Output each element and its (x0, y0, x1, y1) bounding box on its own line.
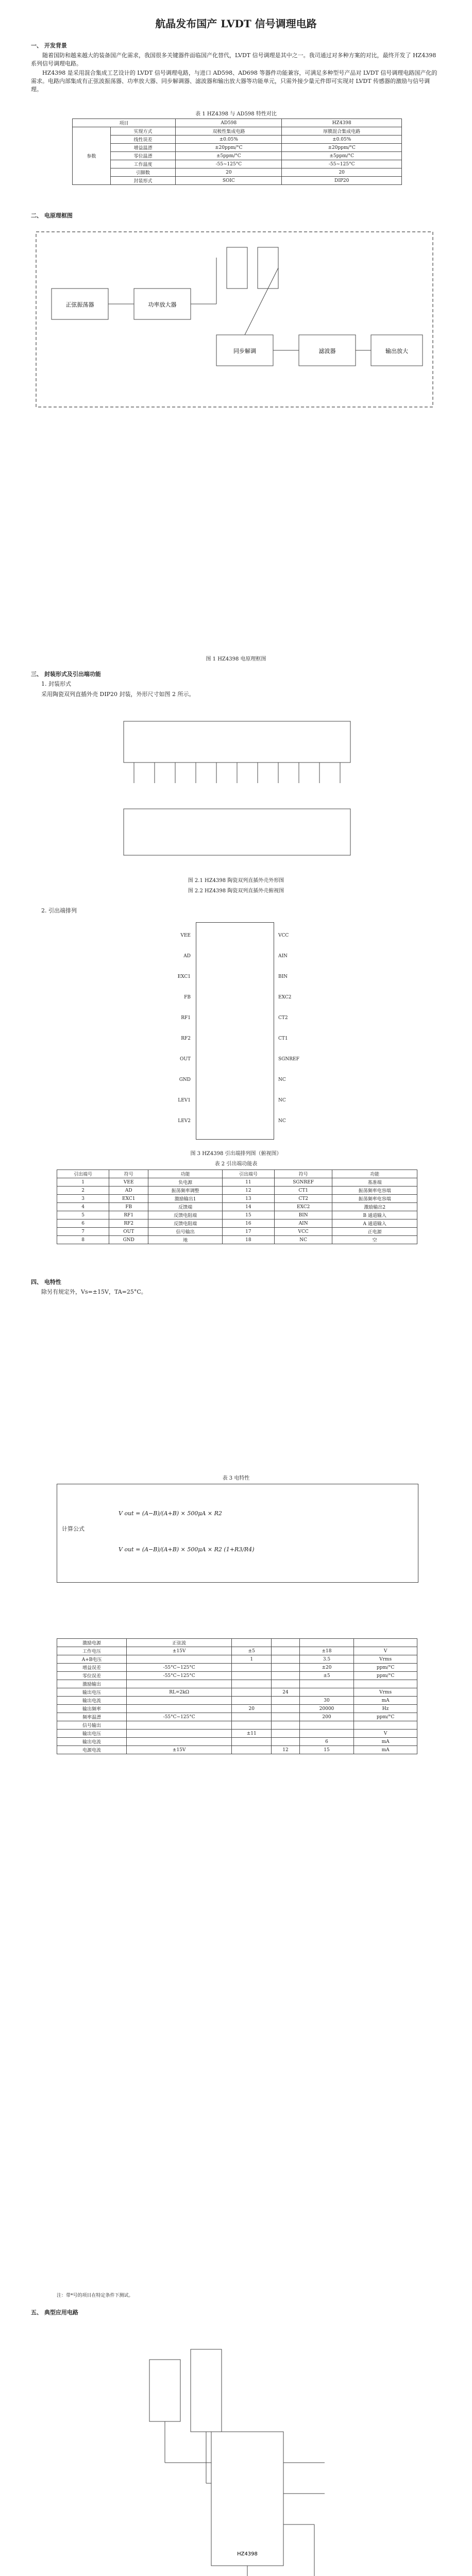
table4-cell: Vrms (354, 1655, 417, 1664)
table4-cell: mA (354, 1746, 417, 1754)
table4-cell (272, 1680, 300, 1688)
table4-cell (232, 1713, 272, 1721)
table-row (57, 1655, 417, 1664)
package-paragraph: 采用陶瓷双列直插外壳 DIP20 封装，外形尺寸如图 2 所示。 (41, 691, 195, 698)
table1-cell: -55~125°C (282, 160, 402, 168)
table4-cell: 15 (299, 1746, 353, 1754)
table4-cell: ±15V (127, 1647, 232, 1655)
table4-cell: 激励输出 (57, 1680, 127, 1688)
oscillator-label: 正弦振荡器 (65, 301, 94, 308)
table4-cell (299, 1721, 353, 1730)
table2-cell: 15 (222, 1211, 274, 1219)
table4-cell: ppm/°C (354, 1672, 417, 1680)
table4-cell (127, 1697, 232, 1705)
table2-header: 功能 (148, 1170, 222, 1178)
table1-cell: ±0.05% (282, 135, 402, 144)
table4-cell: 工作电压 (57, 1647, 127, 1655)
table2-cell: 14 (222, 1203, 274, 1211)
package-outline-figure (103, 706, 371, 871)
table2-cell: EXC2 (274, 1203, 332, 1211)
table4-cell: ppm/°C (354, 1664, 417, 1672)
package-body-side (124, 721, 350, 762)
table2-cell: 振荡频率调整 (148, 1187, 222, 1195)
table2-cell: 11 (222, 1178, 274, 1187)
table1-cell: ±5ppm/°C (282, 152, 402, 160)
table2-cell: NC (274, 1236, 332, 1244)
table2-cell: 空 (332, 1236, 417, 1244)
electrical-characteristics-table (57, 1638, 417, 1754)
table4-cell: -55°C~125°C (127, 1664, 232, 1672)
table1-cell: ±20ppm/°C (176, 144, 282, 152)
table-row (57, 1178, 417, 1187)
table-row (57, 1211, 417, 1219)
table4-cell: 电源电流 (57, 1746, 127, 1754)
table2-cell: 18 (222, 1236, 274, 1244)
table4-cell (232, 1688, 272, 1697)
table4-cell: 20 (232, 1705, 272, 1713)
section-heading-application: 五、 典型应用电路 (31, 2309, 78, 2316)
table-row (57, 1664, 417, 1672)
demodulator-label: 同步解调 (233, 348, 256, 354)
table1-header-ad598: AD598 (176, 119, 282, 127)
table1-cell: 20 (282, 168, 402, 177)
table1-cell: 双极性集成电路 (176, 127, 282, 135)
table2-cell: 5 (57, 1211, 109, 1219)
table1-cell: 实现方式 (110, 127, 176, 135)
table-row (57, 1228, 417, 1236)
table2-header: 功能 (332, 1170, 417, 1178)
table-row (57, 1236, 417, 1244)
table-row (57, 1672, 417, 1680)
table2-cell: 反馈端 (148, 1203, 222, 1211)
table2-cell: 反馈电阻端 (148, 1211, 222, 1219)
table2-cell: FB (109, 1203, 148, 1211)
table1-cell: ±5ppm/°C (176, 152, 282, 160)
table4-cell (272, 1647, 300, 1655)
table1-cell: 工作温度 (110, 160, 176, 168)
transformer-secondary (258, 247, 278, 289)
table4-cell: 20000 (299, 1705, 353, 1713)
table4-cell: 正弦波 (127, 1639, 232, 1647)
pin-right-13: NC (278, 1077, 286, 1082)
table4-cell: 激励电源 (57, 1639, 127, 1647)
page-title: 航晶发布国产 LVDT 信号调理电路 (155, 18, 317, 30)
table4-cell: -55°C~125°C (127, 1672, 232, 1680)
pin-left-6: RF2 (181, 1036, 191, 1041)
table-row (57, 1688, 417, 1697)
figure2-caption-1: 图 2.1 HZ4398 陶瓷双列直插外壳外形图 (188, 878, 284, 884)
table4-cell (299, 1730, 353, 1738)
table4-cell: mA (354, 1738, 417, 1746)
table2-cell: 激励输出1 (148, 1195, 222, 1203)
table4-cell: 零位误差 (57, 1672, 127, 1680)
table2-cell: 负电源 (148, 1178, 222, 1187)
table1-cell: -55~125°C (176, 160, 282, 168)
table4-cell (299, 1639, 353, 1647)
table4-cell: ±5 (299, 1672, 353, 1680)
formula-2: V out = (A−B)/(A+B) × 500μA × R2 (1+R3/R4) (119, 1546, 255, 1553)
application-circuit-figure (129, 2329, 345, 2576)
pin-right-12: NC (278, 1098, 286, 1103)
pin-right-19: AIN (278, 954, 288, 959)
table4-cell (232, 1697, 272, 1705)
table4-cell (127, 1721, 232, 1730)
table4-cell: 输出电压 (57, 1730, 127, 1738)
table4-cell (127, 1738, 232, 1746)
pin-left-1: VEE (180, 933, 191, 938)
table4-cell (232, 1664, 272, 1672)
table1-caption: 表 1 HZ4398 与 AD598 特性对比 (195, 111, 277, 117)
table4-cell: 30 (299, 1697, 353, 1705)
formula-table (57, 1484, 418, 1583)
table4-cell (272, 1655, 300, 1664)
block-diagram-figure (31, 227, 443, 649)
section-heading-electrical: 四、 电特性 (31, 1279, 61, 1285)
table-row (57, 1713, 417, 1721)
table4-cell (272, 1738, 300, 1746)
comparison-table (72, 118, 402, 185)
table-row (57, 1738, 417, 1746)
package-body-top (124, 809, 350, 855)
table1-cell: ±0.05% (176, 135, 282, 144)
background-paragraph-1: 随着国防和越来越大的装备国产化需求，我国很多关键器件面临国产化替代，LVDT 信号调理是其中之一。我司通过对多种方案的对比，最终开发了 HZ4398 系列信号调理电路。 (31, 52, 436, 67)
table4-cell: 输出电流 (57, 1697, 127, 1705)
table2-cell: AD (109, 1187, 148, 1195)
table2-cell: EXC1 (109, 1195, 148, 1203)
filter-label: 滤波器 (318, 348, 336, 354)
table2-cell: RF1 (109, 1211, 148, 1219)
table4-cell: RL=2kΩ (127, 1688, 232, 1697)
pin-left-4: FB (184, 995, 191, 1000)
table4-cell (299, 1680, 353, 1688)
table4-cell: 12 (272, 1746, 300, 1754)
table2-cell: 振荡频率电容端 (332, 1187, 417, 1195)
table2-cell: 13 (222, 1195, 274, 1203)
table4-note: 注：带*号的项目在特定条件下测试。 (57, 2293, 133, 2298)
transformer-primary (227, 247, 247, 289)
package-subheading: 1. 封装形式 (41, 681, 71, 687)
table4-cell (127, 1730, 232, 1738)
pin-left-3: EXC1 (177, 974, 191, 979)
formula-1: V out = (A−B)/(A+B) × 500μA × R2 (119, 1510, 222, 1517)
chip-pinout-body (196, 922, 274, 1140)
pin-left-7: OUT (180, 1057, 191, 1062)
section-heading-block-diagram: 二、 电原理框图 (31, 212, 73, 219)
table4-cell: ppm/°C (354, 1713, 417, 1721)
table4-cell (232, 1672, 272, 1680)
table4-cell (299, 1688, 353, 1697)
table-row (57, 1203, 417, 1211)
table2-cell: 3 (57, 1195, 109, 1203)
table4-cell: Vrms (354, 1688, 417, 1697)
table2-cell: VEE (109, 1178, 148, 1187)
table2-cell: CT1 (274, 1187, 332, 1195)
table1-group-label: 参数 (73, 127, 111, 185)
table2-cell: 反馈电阻端 (148, 1219, 222, 1228)
table4-cell: 200 (299, 1713, 353, 1721)
table4-cell: 3.5 (299, 1655, 353, 1664)
table2-cell: BIN (274, 1211, 332, 1219)
table4-cell (272, 1721, 300, 1730)
table4-cell: 输出电压 (57, 1688, 127, 1697)
table2-cell: RF2 (109, 1219, 148, 1228)
lvdt-secondary (191, 2349, 222, 2432)
table1-cell: 封装形式 (110, 177, 176, 185)
pin-right-20: VCC (278, 933, 289, 938)
section-heading-background: 一、 开发背景 (31, 42, 67, 49)
table4-cell (272, 1697, 300, 1705)
table3-caption: 表 3 电特性 (222, 1476, 250, 1481)
pin-left-9: LEV1 (178, 1098, 191, 1103)
table2-cell: A 通道输入 (332, 1219, 417, 1228)
background-paragraph-2: HZ4398 是采用混合集成工艺设计的 LVDT 信号调理电路，与进口 AD598、AD698 等器件功能兼容，可满足多种型号产品对 LVDT 信号调理电路国产化的需求。电路内部集成有正弦波振荡器、功率放大器、同步解调器、滤波器和输出放大器等功能单元，只需外接少量元件即可实现对 LVDT 传感器的激励与信号调理。 (31, 70, 437, 93)
table4-cell: 增益误差 (57, 1664, 127, 1672)
pin-left-2: AD (183, 954, 191, 959)
table4-cell: V (354, 1730, 417, 1738)
table-row (57, 1187, 417, 1195)
pin-function-table (57, 1170, 417, 1244)
table4-cell (272, 1705, 300, 1713)
table1-cell: 20 (176, 168, 282, 177)
figure3-caption: 图 3 HZ4398 引出端排列图（俯视图） (190, 1151, 282, 1157)
table4-cell: 输出频率 (57, 1705, 127, 1713)
table-row (57, 1705, 417, 1713)
table4-cell: ±18 (299, 1647, 353, 1655)
table-row (57, 1639, 417, 1647)
pin-right-11: NC (278, 1118, 286, 1124)
table2-cell: 信号输出 (148, 1228, 222, 1236)
table2-cell: 2 (57, 1187, 109, 1195)
table4-cell: ±15V (127, 1746, 232, 1754)
figure1-caption: 图 1 HZ4398 电原理框图 (206, 656, 266, 662)
package-pins (134, 762, 340, 783)
table2-caption: 表 2 引出端功能表 (214, 1161, 258, 1167)
output-amp-label: 输出放大 (385, 348, 408, 354)
lvdt-primary (149, 2360, 180, 2421)
table2-cell: 17 (222, 1228, 274, 1236)
table-row (57, 1697, 417, 1705)
table4-cell: mA (354, 1697, 417, 1705)
table4-cell (354, 1639, 417, 1647)
table4-cell (232, 1680, 272, 1688)
table4-cell (354, 1680, 417, 1688)
table2-cell: 地 (148, 1236, 222, 1244)
wire (245, 268, 278, 335)
table4-cell (232, 1639, 272, 1647)
pin-right-16: CT2 (278, 1015, 288, 1021)
pin-right-17: EXC2 (278, 995, 292, 1000)
table2-cell: SGNREF (274, 1178, 332, 1187)
table4-cell (272, 1672, 300, 1680)
table2-cell: 激励输出2 (332, 1203, 417, 1211)
table1-header-hz4398: HZ4398 (282, 119, 402, 127)
table2-header: 符号 (109, 1170, 148, 1178)
pin-right-15: CT1 (278, 1036, 288, 1041)
table4-cell (127, 1705, 232, 1713)
circuit-chip-label: HZ4398 (237, 2551, 258, 2557)
table2-header: 引出端号 (57, 1170, 109, 1178)
table2-cell: B 通道输入 (332, 1211, 417, 1219)
table2-cell: 7 (57, 1228, 109, 1236)
table4-cell: ±5 (232, 1647, 272, 1655)
table1-cell: 引脚数 (110, 168, 176, 177)
table2-cell: VCC (274, 1228, 332, 1236)
table4-cell: 信号输出 (57, 1721, 127, 1730)
electrical-paragraph: 除另有规定外，Vs=±15V，TA=25°C。 (41, 1289, 147, 1295)
table4-cell: A+B电压 (57, 1655, 127, 1664)
pin-left-5: RF1 (181, 1015, 191, 1021)
table2-cell: AIN (274, 1219, 332, 1228)
table1-cell: 厚膜混合集成电路 (282, 127, 402, 135)
table4-cell: 24 (272, 1688, 300, 1697)
pin-left-8: GND (179, 1077, 191, 1082)
table1-cell: 零位温漂 (110, 152, 176, 160)
table4-cell (232, 1738, 272, 1746)
table2-cell: 1 (57, 1178, 109, 1187)
table4-cell: -55°C~125°C (127, 1713, 232, 1721)
table2-header: 引出端号 (222, 1170, 274, 1178)
table1-cell: 线性误差 (110, 135, 176, 144)
table4-cell (272, 1639, 300, 1647)
table2-cell: OUT (109, 1228, 148, 1236)
table-row (57, 1680, 417, 1688)
table4-cell: 输出电流 (57, 1738, 127, 1746)
circuit-chip (211, 2432, 283, 2566)
table4-cell (232, 1746, 272, 1754)
table4-cell: ±11 (232, 1730, 272, 1738)
table1-cell: SOIC (176, 177, 282, 185)
formula-table-param: 计算公式 (62, 1526, 85, 1532)
table2-cell: 12 (222, 1187, 274, 1195)
table-row (57, 1721, 417, 1730)
pin-right-18: BIN (278, 974, 288, 979)
table4-cell (232, 1721, 272, 1730)
table4-cell: 6 (299, 1738, 353, 1746)
table4-cell (127, 1680, 232, 1688)
table1-cell: DIP20 (282, 177, 402, 185)
table1-header-item: 项目 (73, 119, 176, 127)
table2-header: 符号 (274, 1170, 332, 1178)
table4-cell: 1 (232, 1655, 272, 1664)
table-row (57, 1746, 417, 1754)
table2-cell: 振荡频率电容端 (332, 1195, 417, 1203)
table-row (57, 1219, 417, 1228)
table2-cell: 基准端 (332, 1178, 417, 1187)
pin-left-10: LEV2 (178, 1118, 191, 1124)
power-amp-label: 功率放大器 (148, 301, 177, 308)
pinout-subheading: 2. 引出端排列 (41, 907, 77, 914)
table2-cell: 4 (57, 1203, 109, 1211)
table-row (57, 1730, 417, 1738)
table4-cell (272, 1713, 300, 1721)
table4-cell (354, 1721, 417, 1730)
table4-cell: ±20 (299, 1664, 353, 1672)
table2-cell: GND (109, 1236, 148, 1244)
section-heading-package: 三、 封装形式及引出端功能 (31, 671, 101, 677)
table2-cell: 8 (57, 1236, 109, 1244)
table4-cell: 频率温漂 (57, 1713, 127, 1721)
table4-cell (272, 1730, 300, 1738)
table2-cell: CT2 (274, 1195, 332, 1203)
pin-right-14: SGNREF (278, 1057, 299, 1062)
table1-cell: ±20ppm/°C (282, 144, 402, 152)
table4-cell (272, 1664, 300, 1672)
table-row (57, 1195, 417, 1203)
figure2-caption-2: 图 2.2 HZ4398 陶瓷双列直插外壳俯视图 (188, 888, 284, 894)
table4-cell (127, 1655, 232, 1664)
table2-cell: 正电源 (332, 1228, 417, 1236)
table2-cell: 16 (222, 1219, 274, 1228)
table1-cell: 增益温漂 (110, 144, 176, 152)
table4-cell: Hz (354, 1705, 417, 1713)
table-row (57, 1647, 417, 1655)
table4-cell: V (354, 1647, 417, 1655)
table2-cell: 6 (57, 1219, 109, 1228)
